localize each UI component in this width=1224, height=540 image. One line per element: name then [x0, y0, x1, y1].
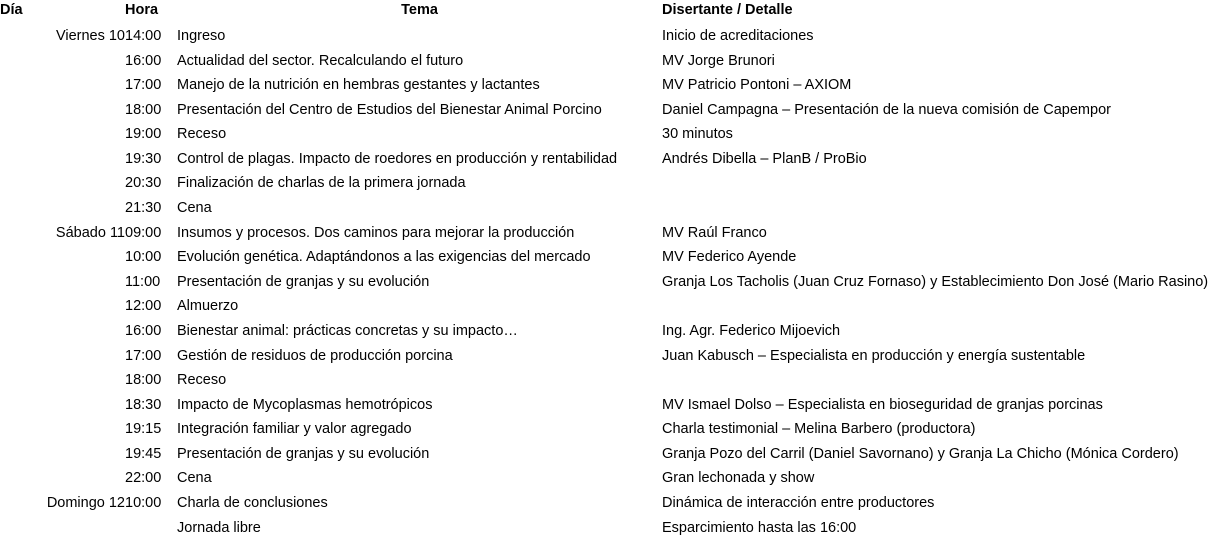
cell-dia — [0, 73, 125, 98]
cell-hora: 21:30 — [125, 200, 162, 217]
cell-tema: Receso — [177, 126, 227, 143]
cell-disertante: Esparcimiento hasta las 16:00 — [662, 519, 857, 536]
cell-tema: Actualidad del sector. Recalculando el futuro — [177, 52, 464, 69]
cell-hora: 19:30 — [125, 150, 162, 167]
cell-dia: Sábado 11 — [55, 224, 125, 241]
cell-tema: Cena — [177, 200, 212, 217]
cell-hora: 19:00 — [125, 126, 162, 143]
table-body — [0, 24, 1224, 540]
cell-tema: Jornada libre — [177, 519, 261, 536]
cell-hora: 12:00 — [125, 298, 162, 315]
cell-tema: Ingreso — [177, 28, 226, 44]
table-row — [0, 270, 1224, 295]
cell-disertante: Gran lechonada y show — [662, 470, 815, 487]
cell-disertante: Charla testimonial – Melina Barbero (productora) — [662, 421, 976, 438]
table-row — [0, 319, 1224, 344]
cell-disertante: MV Patricio Pontoni – AXIOM — [662, 77, 852, 94]
cell-dia — [0, 516, 125, 540]
header-row — [0, 0, 1224, 24]
table-row — [0, 122, 1224, 147]
cell-hora: 16:00 — [125, 322, 162, 339]
cell-hora: 10:00 — [125, 249, 162, 266]
cell-hora: 16:00 — [125, 52, 162, 69]
cell-dia — [0, 98, 125, 123]
cell-dia — [0, 245, 125, 270]
table-row — [0, 417, 1224, 442]
cell-dia: Viernes 10 — [55, 28, 125, 44]
table-row — [0, 98, 1224, 123]
cell-dia — [0, 466, 125, 491]
column-header-dia: Día — [0, 2, 23, 18]
cell-dia — [0, 393, 125, 418]
cell-tema: Manejo de la nutrición en hembras gestantes y lactantes — [177, 77, 540, 94]
cell-dia — [0, 171, 125, 196]
cell-tema: Finalización de charlas de la primera jornada — [177, 175, 466, 192]
cell-hora: 19:45 — [125, 445, 162, 462]
cell-tema: Presentación de granjas y su evolución — [177, 273, 430, 290]
cell-dia — [0, 49, 125, 74]
cell-hora: 18:00 — [125, 372, 162, 389]
cell-disertante: Inicio de acreditaciones — [662, 28, 814, 44]
cell-tema: Cena — [177, 470, 212, 487]
cell-hora: 20:30 — [125, 175, 162, 192]
cell-disertante — [662, 196, 1224, 221]
cell-disertante: Ing. Agr. Federico Mijoevich — [662, 322, 841, 339]
cell-disertante: 30 minutos — [662, 126, 733, 143]
cell-disertante: MV Federico Ayende — [662, 249, 797, 266]
table-row — [0, 24, 1224, 49]
cell-disertante: MV Jorge Brunori — [662, 52, 775, 69]
cell-hora: 14:00 — [125, 28, 162, 44]
cell-disertante — [662, 368, 1224, 393]
table-row — [0, 221, 1224, 246]
cell-tema: Integración familiar y valor agregado — [177, 421, 412, 438]
cell-dia — [0, 122, 125, 147]
table-row — [0, 49, 1224, 74]
cell-hora: 17:00 — [125, 77, 162, 94]
cell-tema: Impacto de Mycoplasmas hemotrópicos — [177, 396, 433, 413]
column-header-tema: Tema — [401, 2, 438, 18]
cell-dia — [0, 319, 125, 344]
cell-disertante: MV Ismael Dolso – Especialista en bioseguridad de granjas porcinas — [662, 396, 1103, 413]
cell-disertante — [662, 171, 1224, 196]
cell-tema: Almuerzo — [177, 298, 239, 315]
cell-dia — [0, 442, 125, 467]
cell-tema: Presentación de granjas y su evolución — [177, 445, 430, 462]
cell-disertante: Dinámica de interacción entre productores — [662, 494, 935, 511]
cell-hora: 09:00 — [125, 224, 162, 241]
column-header-disertante: Disertante / Detalle — [662, 2, 793, 18]
table-header — [0, 0, 1224, 24]
cell-dia — [0, 344, 125, 369]
table-row — [0, 294, 1224, 319]
table-row — [0, 245, 1224, 270]
cell-hora: 17:00 — [125, 347, 162, 364]
table-row — [0, 147, 1224, 172]
cell-hora: 19:15 — [125, 421, 162, 438]
cell-dia — [0, 196, 125, 221]
cell-tema: Charla de conclusiones — [177, 494, 328, 511]
table-row — [0, 171, 1224, 196]
table-row — [0, 466, 1224, 491]
cell-dia — [0, 368, 125, 393]
cell-hora: 18:00 — [125, 101, 162, 118]
cell-disertante: Juan Kabusch – Especialista en producción y energía sustentable — [662, 347, 1086, 364]
cell-tema: Control de plagas. Impacto de roedores en producción y rentabilidad — [177, 150, 618, 167]
cell-disertante: Granja Pozo del Carril (Daniel Savornano) y Granja La Chicho (Mónica Cordero) — [662, 445, 1179, 462]
cell-tema: Insumos y procesos. Dos caminos para mejorar la producción — [177, 224, 575, 241]
table-row — [0, 73, 1224, 98]
cell-disertante: Granja Los Tacholis (Juan Cruz Fornaso) y Establecimiento Don José (Mario Rasino) — [662, 273, 1209, 290]
cell-dia — [0, 270, 125, 295]
cell-disertante: Andrés Dibella – PlanB / ProBio — [662, 150, 867, 167]
table-row — [0, 442, 1224, 467]
table-row — [0, 393, 1224, 418]
cell-hora: 10:00 — [125, 494, 162, 511]
table-row — [0, 368, 1224, 393]
cell-tema: Presentación del Centro de Estudios del Bienestar Animal Porcino — [177, 101, 602, 118]
table-row — [0, 344, 1224, 369]
cell-dia: Domingo 12 — [46, 494, 125, 511]
cell-tema: Gestión de residuos de producción porcina — [177, 347, 453, 364]
cell-disertante — [662, 294, 1224, 319]
cell-disertante: MV Raúl Franco — [662, 224, 767, 241]
table-row — [0, 491, 1224, 516]
column-header-hora: Hora — [125, 2, 159, 18]
cell-dia — [0, 147, 125, 172]
table-row — [0, 196, 1224, 221]
cell-hora: 18:30 — [125, 396, 162, 413]
cell-hora: 22:00 — [125, 470, 162, 487]
table-row — [0, 516, 1224, 540]
cell-dia — [0, 417, 125, 442]
cell-dia — [0, 294, 125, 319]
cell-hora — [125, 516, 177, 540]
cell-tema: Evolución genética. Adaptándonos a las exigencias del mercado — [177, 249, 591, 266]
cell-disertante: Daniel Campagna – Presentación de la nueva comisión de Capempor — [662, 101, 1111, 118]
cell-tema: Bienestar animal: prácticas concretas y su impacto… — [177, 322, 518, 339]
cell-tema: Receso — [177, 372, 227, 389]
cell-hora: 11:00 — [125, 273, 161, 290]
